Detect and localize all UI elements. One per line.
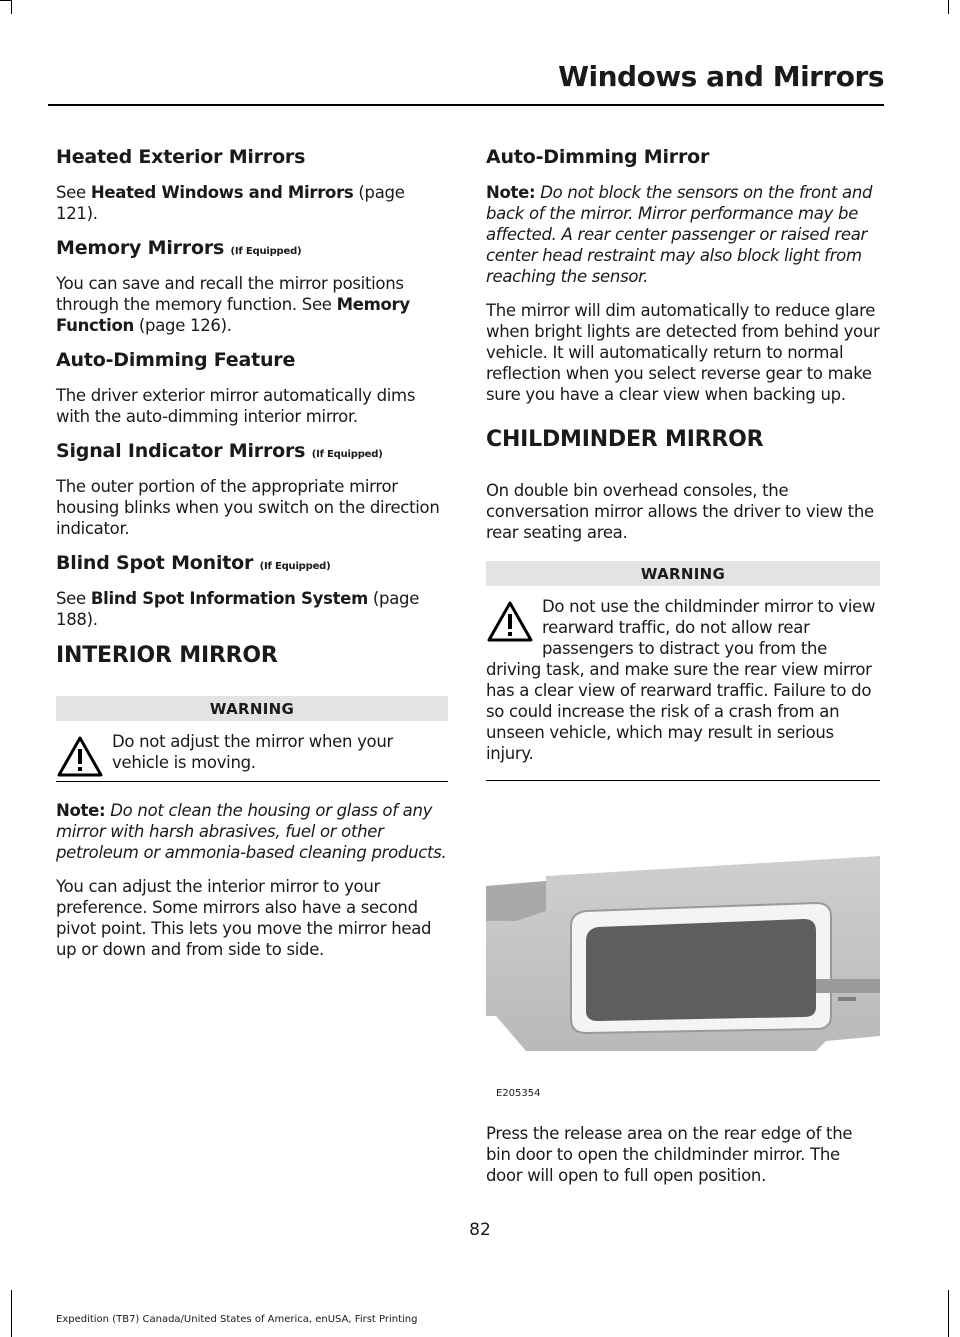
warning-triangle-icon bbox=[486, 600, 534, 644]
interior-mirror-heading: INTERIOR MIRROR bbox=[56, 643, 278, 668]
crop-mark bbox=[0, 0, 11, 1]
page-title: Windows and Mirrors bbox=[558, 60, 884, 93]
signal-indicator-heading: Signal Indicator Mirrors (If Equipped) bbox=[56, 440, 383, 462]
warning-text: Do not use the childminder mirror to view rearward traffic, do not allow rear passengers to distract you from the driving task, and make sure the rear view mirror has a clear view of rearward traffic. Failure to do so could increase the risk of a crash from an unseen vehicle, which may result in serious injury. bbox=[486, 597, 876, 763]
heated-mirrors-text: See Heated Windows and Mirrors (page 121). bbox=[56, 183, 405, 223]
crop-mark bbox=[948, 1290, 949, 1337]
auto-dimming-mirror-text: The mirror will dim automatically to reduce glare when bright lights are detected from behind your vehicle. It will automatically return to normal reflection when you select reverse gear to make sure you have a clear view when backing up. bbox=[486, 301, 880, 404]
memory-mirrors-heading: Memory Mirrors (If Equipped) bbox=[56, 237, 302, 259]
if-equipped-label: (If Equipped) bbox=[259, 561, 331, 572]
warning-divider bbox=[56, 781, 448, 782]
header-divider bbox=[48, 104, 884, 106]
crop-mark bbox=[11, 0, 12, 14]
signal-indicator-text: The outer portion of the appropriate mirror housing blinks when you switch on the direction indicator. bbox=[56, 477, 440, 538]
memory-mirrors-text: You can save and recall the mirror positions through the memory function. See Memory Function (page 126). bbox=[56, 274, 410, 335]
footer-text: Expedition (TB7) Canada/United States of America, enUSA, First Printing bbox=[56, 1314, 418, 1325]
crop-mark bbox=[948, 0, 949, 14]
left-column bbox=[56, 146, 448, 973]
blind-spot-heading: Blind Spot Monitor (If Equipped) bbox=[56, 552, 331, 574]
if-equipped-label: (If Equipped) bbox=[311, 449, 383, 460]
childminder-mirror-illustration bbox=[486, 801, 880, 1101]
warning-text: Do not adjust the mirror when your vehicle is moving. bbox=[112, 732, 393, 772]
warning-label: WARNING bbox=[486, 561, 880, 586]
memory-function-link[interactable]: Memory Function bbox=[56, 295, 410, 335]
mirror-console-image bbox=[486, 801, 880, 1071]
figure-code: E205354 bbox=[496, 1088, 541, 1099]
right-column bbox=[486, 146, 880, 1199]
sensor-note: Note: Do not block the sensors on the front and back of the mirror. Mirror performance may be affected. A rear center passenger or raised rear center head restraint may also block light from reaching the sensor. bbox=[486, 183, 873, 286]
warning-label: WARNING bbox=[56, 696, 448, 721]
release-text: Press the release area on the rear edge of the bin door to open the childminder mirror. The door will open to full open position. bbox=[486, 1124, 853, 1185]
warning-divider bbox=[486, 780, 880, 781]
cleaning-note: Note: Do not clean the housing or glass of any mirror with harsh abrasives, fuel or other petroleum or ammonia-based cleaning products. bbox=[56, 801, 447, 862]
childminder-mirror-heading: CHILDMINDER MIRROR bbox=[486, 427, 764, 452]
auto-dimming-feature-text: The driver exterior mirror automatically dims with the auto-dimming interior mirror. bbox=[56, 386, 416, 426]
blind-spot-text: See Blind Spot Information System (page 188). bbox=[56, 589, 420, 629]
crop-mark bbox=[11, 1290, 12, 1337]
warning-triangle-icon bbox=[56, 735, 104, 779]
auto-dimming-mirror-heading: Auto-Dimming Mirror bbox=[486, 146, 710, 168]
heated-mirrors-heading: Heated Exterior Mirrors bbox=[56, 146, 306, 168]
blind-spot-link[interactable]: Blind Spot Information System bbox=[90, 589, 368, 608]
auto-dimming-feature-heading: Auto-Dimming Feature bbox=[56, 349, 296, 371]
childminder-intro: On double bin overhead consoles, the conversation mirror allows the driver to view the rear seating area. bbox=[486, 481, 874, 542]
warning-block bbox=[56, 731, 448, 782]
heated-windows-link[interactable]: Heated Windows and Mirrors bbox=[90, 183, 354, 202]
adjust-mirror-text: You can adjust the interior mirror to your preference. Some mirrors also have a second pivot point. This lets you move the mirror head up or down and from side to side. bbox=[56, 877, 432, 959]
if-equipped-label: (If Equipped) bbox=[230, 246, 302, 257]
warning-block bbox=[486, 596, 880, 781]
page-number: 82 bbox=[469, 1220, 491, 1240]
